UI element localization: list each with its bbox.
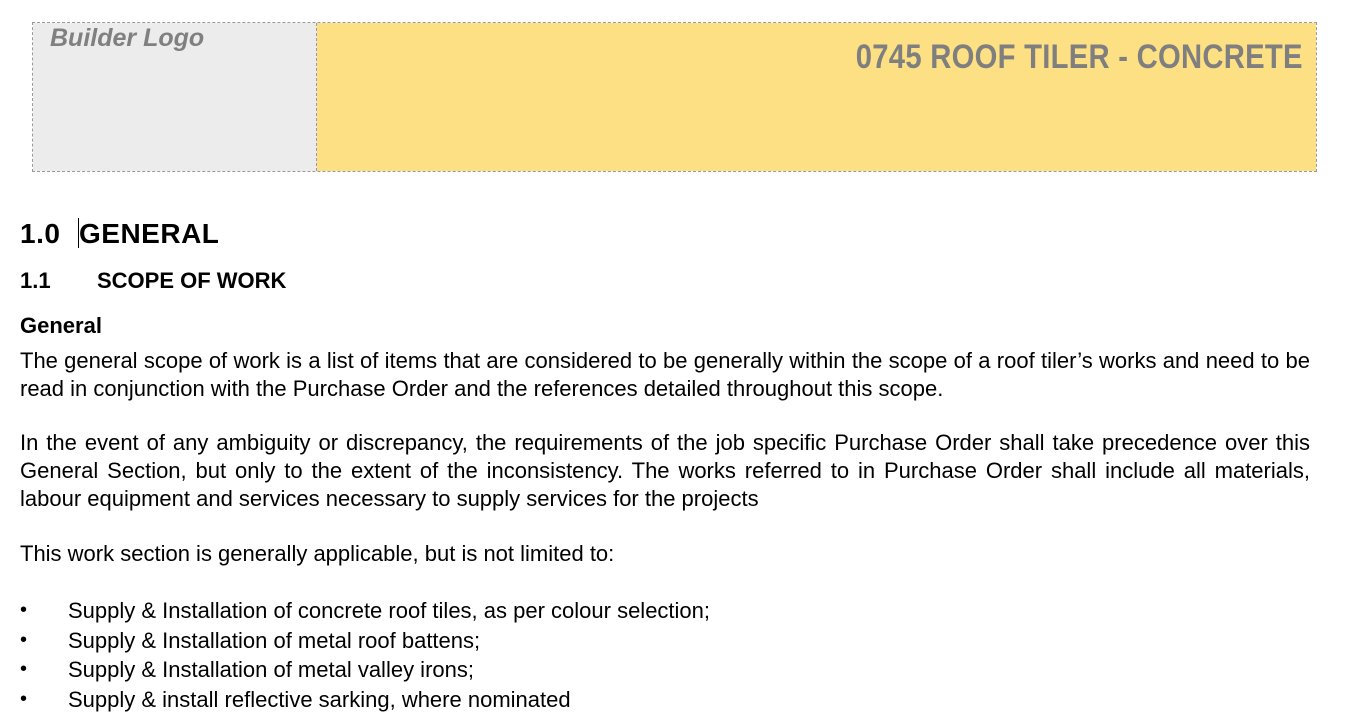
section-number: 1.0 — [20, 218, 61, 249]
section-title: GENERAL — [79, 218, 220, 249]
builder-logo-placeholder: Builder Logo — [50, 24, 205, 52]
subsection-title: SCOPE OF WORK — [97, 268, 287, 293]
paragraph-scope: The general scope of work is a list of items that are considered to be generally within the scope of a roof tiler’s works and need to be read in conjunction with the Purchase Order and the references detailed throughout this scope. — [20, 348, 1310, 401]
general-subheading: General — [20, 313, 102, 338]
list-item — [20, 685, 710, 715]
logo-placeholder-cell — [33, 23, 317, 171]
bullet-icon: • — [20, 658, 28, 680]
paragraph-applicability: This work section is generally applicable, but is not limited to: — [20, 541, 615, 566]
list-item — [20, 655, 710, 685]
list-item-text: Supply & Installation of metal valley irons; — [68, 657, 474, 682]
bullet-icon: • — [20, 599, 28, 621]
bullet-icon: • — [20, 628, 28, 651]
list-item-text: Supply & Installation of metal roof battens; — [68, 627, 481, 653]
document-title: 0745 ROOF TILER - CONCRETE — [856, 38, 1303, 76]
subsection-number: 1.1 — [20, 268, 51, 293]
subsection-heading — [20, 268, 286, 294]
section-heading — [20, 218, 219, 250]
title-cell — [317, 23, 1316, 171]
list-item — [20, 596, 710, 626]
list-item-text: Supply & install reflective sarking, where nominated — [68, 686, 571, 712]
list-item — [20, 626, 710, 656]
document-header — [32, 22, 1317, 172]
paragraph-precedence: In the event of any ambiguity or discrepancy, the requirements of the job specific Purchase Order shall take precedence over this General Section, but only to the extent of the inconsistency. The works referred to in Purchase Order shall include all materials, labour equipment and services necessary to supply services for the projects — [20, 430, 1310, 511]
list-item-text: Supply & Installation of concrete roof tiles, as per colour selection; — [68, 598, 711, 623]
scope-bullet-list — [20, 596, 710, 714]
bullet-icon: • — [20, 687, 28, 710]
